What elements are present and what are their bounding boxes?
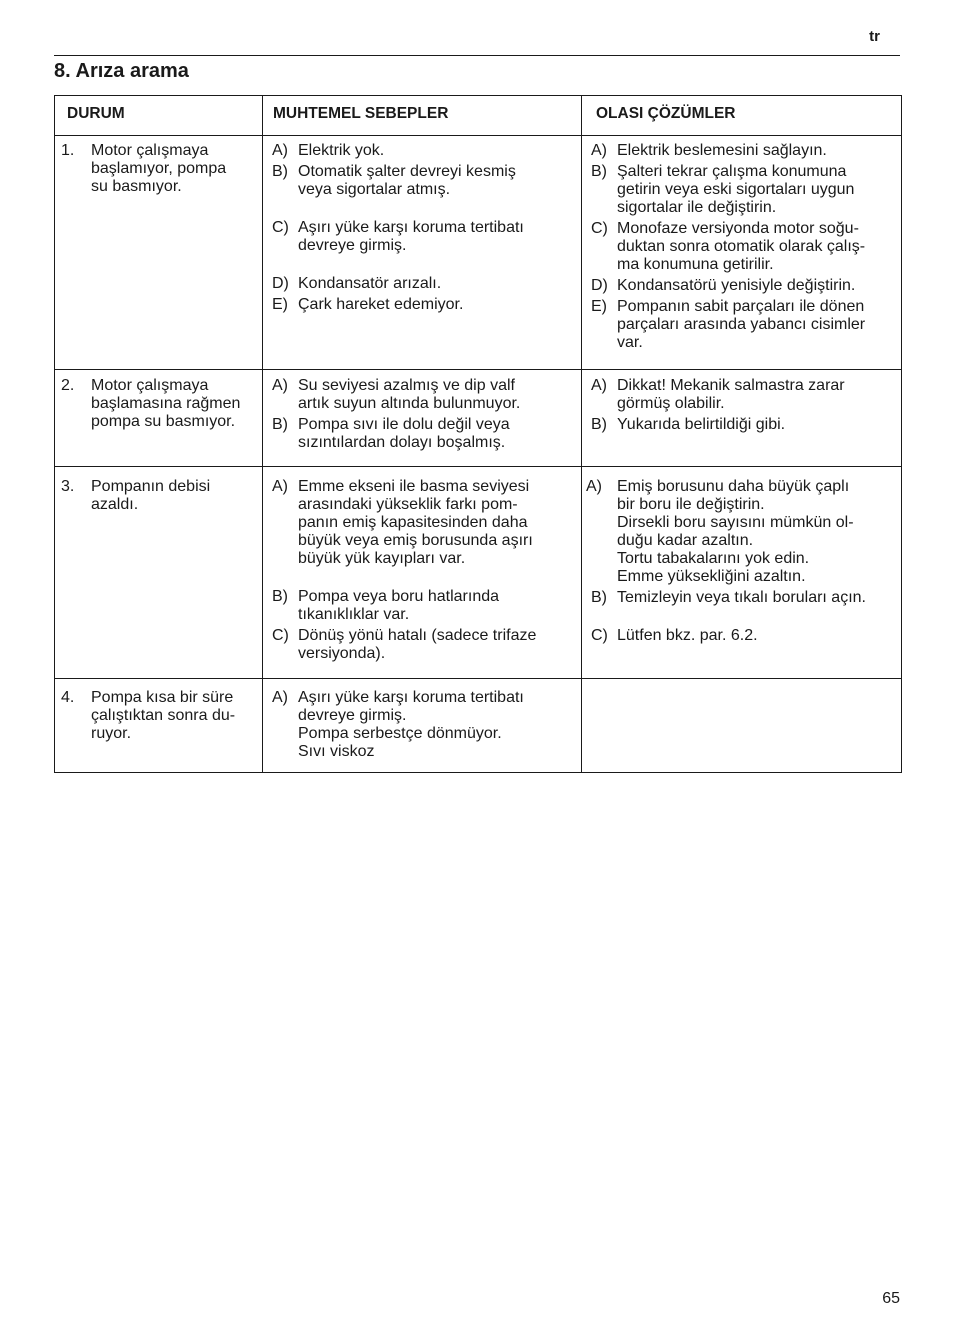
solution-text: Kondansatörü yenisiyle değiştirin.: [617, 277, 856, 294]
solution-text: Temizleyin veya tıkalı boruları açın.: [617, 589, 866, 606]
row-number: 4.: [61, 689, 75, 706]
item-label: A): [272, 689, 288, 706]
header-status: DURUM: [55, 96, 263, 136]
solutions-cell: [582, 136, 902, 370]
item-label: B): [272, 416, 288, 433]
causes-cell: [263, 136, 582, 370]
row-number: 3.: [61, 478, 75, 495]
causes-cell: [263, 467, 582, 679]
cause-text: Elektrik yok.: [298, 142, 385, 159]
item-label: C): [591, 627, 608, 644]
header-solutions: OLASI ÇÖZÜMLER: [582, 96, 902, 136]
solution-text: Monofaze versiyonda motor soğu- duktan sonra otomatik olarak çalış- ma konumuna getirilir.: [617, 220, 866, 273]
item-label: A): [272, 377, 288, 394]
solutions-cell: [582, 370, 902, 467]
item-label: D): [272, 275, 289, 292]
solution-text: Emiş borusunu daha büyük çaplı bir boru ile değiştirin. Dirsekli boru sayısını mümkün ol- duğu kadar azaltın. Tortu tabakalarını yok edin. Emme yüksekliğini azaltın.: [617, 478, 854, 585]
cause-text: Emme ekseni ile basma seviyesi arasındaki yükseklik farkı pom- panın emiş kapasitesinden daha büyük veya emiş borusunda aşırı büyük yük kayıpları var.: [298, 478, 533, 567]
row-number: 2.: [61, 377, 75, 394]
solution-text: Yukarıda belirtildiği gibi.: [617, 416, 786, 433]
page-number: 65: [882, 1290, 900, 1307]
solutions-cell: [582, 679, 902, 773]
language-code: tr: [869, 28, 880, 45]
troubleshooting-table: [54, 95, 902, 773]
solution-text: Dikkat! Mekanik salmastra zarar görmüş olabilir.: [617, 377, 845, 412]
table-row: [55, 679, 902, 773]
table-row: [55, 370, 902, 467]
status-cell: [55, 136, 263, 370]
item-label: A): [272, 478, 288, 495]
cause-text: Aşırı yüke karşı koruma tertibatı devreye girmiş.: [298, 219, 524, 254]
item-label: B): [272, 588, 288, 605]
header-rule: [54, 55, 900, 56]
table-row: [55, 136, 902, 370]
status-cell: [55, 370, 263, 467]
item-label: C): [591, 220, 608, 237]
cause-text: Kondansatör arızalı.: [298, 275, 442, 292]
status-text: Motor çalışmaya başlamıyor, pompa su basmıyor.: [91, 142, 227, 195]
section-title: 8. Arıza arama: [54, 60, 189, 82]
solution-text: Pompanın sabit parçaları ile dönen parçaları arasında yabancı cisimler var.: [617, 298, 866, 351]
cause-text: Çark hareket edemiyor.: [298, 296, 464, 313]
item-label: C): [272, 219, 289, 236]
item-label: B): [591, 416, 607, 433]
table-header-row: [55, 96, 902, 136]
causes-cell: [263, 370, 582, 467]
causes-cell: [263, 679, 582, 773]
header-causes: MUHTEMEL SEBEPLER: [263, 96, 582, 136]
status-cell: [55, 679, 263, 773]
solutions-cell: [582, 467, 902, 679]
row-number: 1.: [61, 142, 75, 159]
item-label: E): [591, 298, 607, 315]
status-text: Pompanın debisi azaldı.: [91, 478, 211, 513]
status-cell: [55, 467, 263, 679]
item-label: E): [272, 296, 288, 313]
solution-text: Elektrik beslemesini sağlayın.: [617, 142, 827, 159]
cause-text: Pompa sıvı ile dolu değil veya sızıntılardan dolayı boşalmış.: [298, 416, 510, 451]
cause-text: Su seviyesi azalmış ve dip valf artık suyun altında bulunmuyor.: [298, 377, 521, 412]
solution-text: Lütfen bkz. par. 6.2.: [617, 627, 758, 644]
item-label: A): [591, 142, 607, 159]
item-label: C): [272, 627, 289, 644]
item-label: A): [591, 377, 607, 394]
cause-text: Aşırı yüke karşı koruma tertibatı devreye girmiş. Pompa serbestçe dönmüyor. Sıvı viskoz: [298, 689, 524, 760]
item-label: A): [586, 478, 602, 495]
cause-text: Pompa veya boru hatlarında tıkanıklıklar var.: [298, 588, 500, 623]
item-label: B): [272, 163, 288, 180]
item-label: B): [591, 589, 607, 606]
status-text: Pompa kısa bir süre çalıştıktan sonra du- ruyor.: [91, 689, 236, 742]
table-row: [55, 467, 902, 679]
item-label: B): [591, 163, 607, 180]
item-label: A): [272, 142, 288, 159]
cause-text: Dönüş yönü hatalı (sadece trifaze versiyonda).: [298, 627, 537, 662]
cause-text: Otomatik şalter devreyi kesmiş veya sigortalar atmış.: [298, 163, 516, 198]
solution-text: Şalteri tekrar çalışma konumuna getirin veya eski sigortaları uygun sigortalar ile değiştirin.: [617, 163, 855, 216]
status-text: Motor çalışmaya başlamasına rağmen pompa su basmıyor.: [91, 377, 241, 430]
item-label: D): [591, 277, 608, 294]
